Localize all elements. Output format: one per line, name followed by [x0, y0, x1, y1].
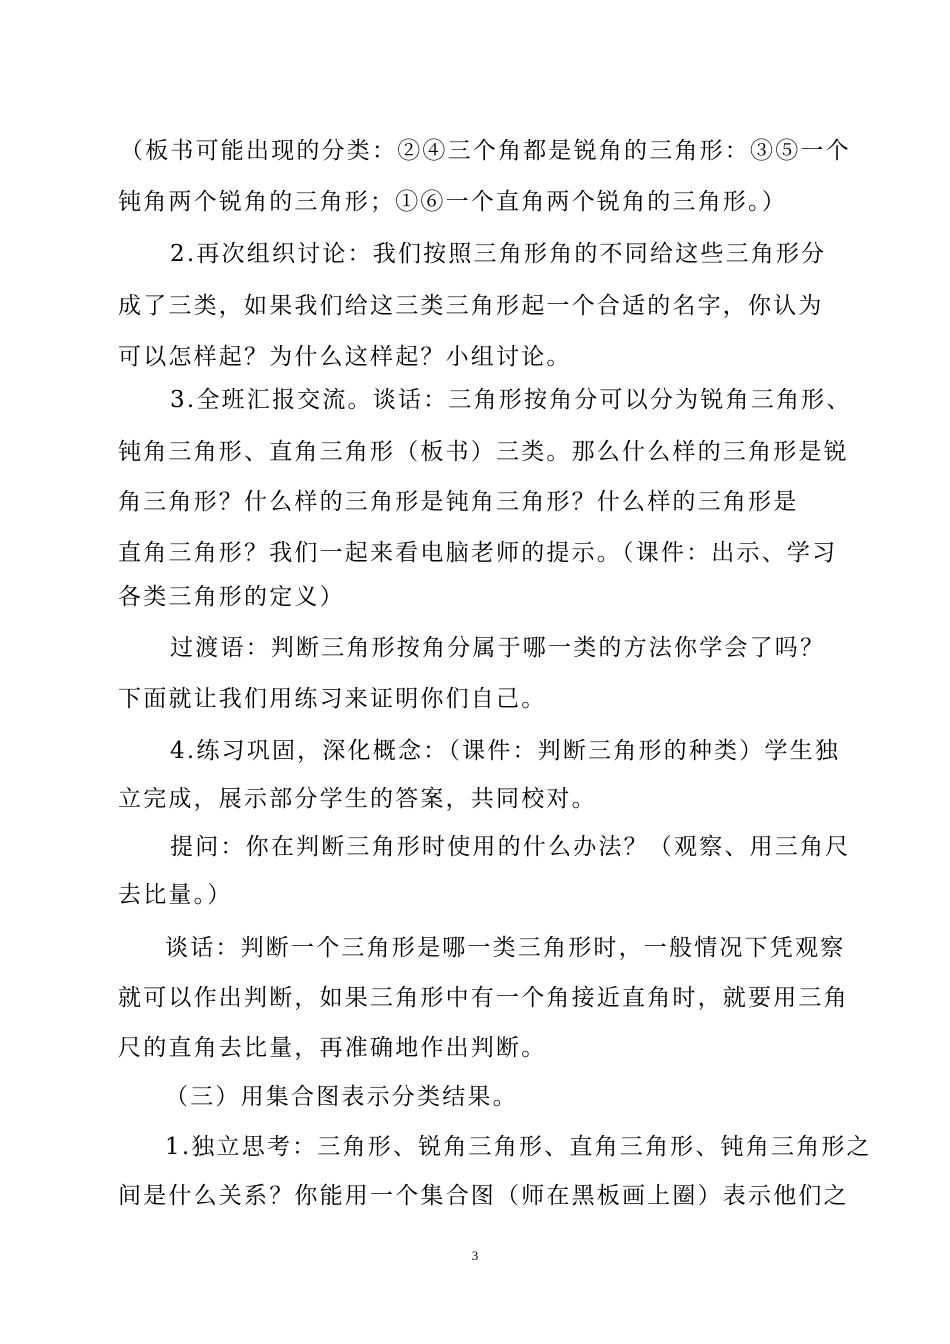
text-line: 2.再次组织讨论：我们按照三角形角的不同给这些三角形分	[170, 241, 827, 267]
text-line: 过渡语：判断三角形按角分属于哪一类的方法你学会了吗？	[170, 635, 826, 661]
text-line: 钝角两个锐角的三角形；①⑥一个直角两个锐角的三角形。）	[118, 189, 787, 215]
text-line: 提问：你在判断三角形时使用的什么办法？（观察、用三角尺	[170, 834, 851, 860]
page-number: 3	[471, 1248, 479, 1263]
text-line: 1.独立思考：三角形、锐角三角形、直角三角形、钝角三角形之	[165, 1134, 872, 1160]
text-line: 立完成，展示部分学生的答案，共同校对。	[118, 786, 597, 812]
text-line: 谈话：判断一个三角形是哪一类三角形时，一般情况下凭观察	[165, 935, 846, 961]
text-line: 间是什么关系？你能用一个集合图（师在黑板画上圈）表示他们之	[118, 1183, 849, 1209]
text-line: 4.练习巩固，深化概念：（课件：判断三角形的种类）学生独	[170, 738, 841, 764]
text-line: 就可以作出判断，如果三角形中有一个角接近直角时，就要用三角	[118, 985, 849, 1011]
text-line: 成了三类，如果我们给这三类三角形起一个合适的名字，你认为	[118, 293, 824, 319]
text-line: 尺的直角去比量，再准确地作出判断。	[118, 1035, 547, 1061]
section-heading: （三）用集合图表示分类结果。	[165, 1084, 518, 1110]
text-line: 各类三角形的定义）	[118, 584, 345, 610]
text-line: 3.全班汇报交流。谈话：三角形按角分可以分为锐角三角形、	[170, 387, 852, 413]
text-line: 可以怎样起？为什么这样起？小组讨论。	[118, 344, 572, 370]
text-line: 钝角三角形、直角三角形（板书）三类。那么什么样的三角形是锐	[118, 439, 849, 465]
text-line: 下面就让我们用练习来证明你们自己。	[118, 686, 547, 712]
text-line: （板书可能出现的分类：②④三个角都是锐角的三角形：③⑤一个	[120, 138, 851, 164]
text-line: 去比量。）	[118, 882, 233, 908]
text-line: 角三角形？什么样的三角形是钝角三角形？什么样的三角形是	[118, 489, 799, 515]
text-line: 直角三角形？我们一起来看电脑老师的提示。（课件：出示、学习	[118, 540, 838, 566]
